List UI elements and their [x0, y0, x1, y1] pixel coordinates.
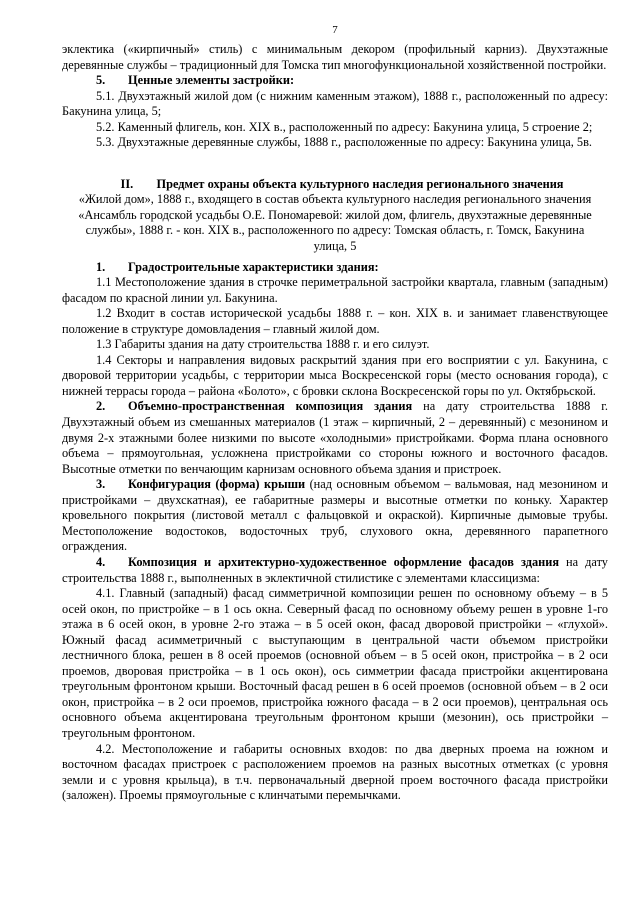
- list-item: 1.3 Габариты здания на дату строительства 1888 г. и его силуэт.: [96, 337, 430, 352]
- heading-number: 5.: [96, 73, 106, 88]
- page-number: 7: [332, 24, 338, 36]
- heading-number: 3.: [96, 477, 106, 492]
- paragraph-intro: эклектика («кирпичный» стиль) с минимальным декором (профильный карниз). Двухэтажные деревянные службы – традиционный для Томска тип многофункциональной хозяйственной постройки.: [62, 42, 608, 72]
- paragraph-facade-composition: [62, 555, 608, 586]
- heading-valuable-elements: [62, 73, 608, 89]
- heading-urban-planning: [62, 260, 608, 276]
- section-number: II.: [120, 176, 134, 191]
- list-item: 1.2 Входит в состав исторической усадьбы 1888 г. – кон. XIX в. и занимает главенствующее положение в структуре домовладения – главный жилой дом.: [62, 306, 608, 336]
- heading-title: Ценные элементы застройки:: [128, 73, 295, 88]
- heading-title: Объемно-пространственная композиция здания: [128, 399, 413, 414]
- list-item: 4.2. Местоположение и габариты основных входов: по два дверных проема на южном и восточном фасадах пристроек с расположением проемов на разных высотных отметках (с уровня земли и с уровня крыльца), в т.ч. первоначальный дверной проем восточного фасада пристройки (заложен). Проемы прямоугольные с клинчатыми перемычками.: [62, 741, 608, 803]
- list-item: 5.3. Двухэтажные деревянные службы, 1888 г., расположенные по адресу: Бакунина улица, 5в.: [96, 135, 592, 150]
- list-item: 5.1. Двухэтажный жилой дом (с нижним каменным этажом), 1888 г., расположенный по адресу: Бакунина улица, 5;: [62, 88, 608, 119]
- heading-number: 1.: [96, 259, 106, 274]
- section-title-text: Предмет охраны объекта культурного наследия регионального значения: [156, 176, 564, 191]
- list-item: 5.2. Каменный флигель, кон. XIX в., расположенный по адресу: Бакунина улица, 5 строение 2;: [96, 119, 593, 134]
- list-item: 1.1 Местоположение здания в строчке периметральной застройки квартала, главным (западным) фасадом по красной линии ул. Бакунина.: [62, 275, 608, 305]
- list-item: 1.4 Секторы и направления видовых раскрытий здания при его восприятии с ул. Бакунина, с дворовой территории усадьбы, с территории мыса Воскресенской горы (место основания города), с нижней террасы города – района «Болото», с бровки склона Воскресенской горы по ул. Октябрьской.: [62, 352, 608, 398]
- section-subtitle: «Жилой дом», 1888 г., входящего в состав объекта культурного наследия регионального значения «Ансамбль городской усадьбы О.Е. Пономаревой: жилой дом, флигель, двухэтажные деревянные службы», 1888 г. - кон. XIX в., расположенного по адресу: Томская область, г. Томск, Бакунина улица, 5: [78, 192, 592, 254]
- paragraph-text: на дату строительства 1888 г., выполненных в эклектичной стилистике с элементами классицизма:: [62, 554, 608, 585]
- heading-number: 4.: [96, 554, 106, 569]
- heading-title: Композиция и архитектурно-художественное оформление фасадов здания: [128, 554, 560, 569]
- heading-title: Конфигурация (форма) крыши: [128, 477, 306, 492]
- document-body: [62, 42, 608, 804]
- heading-number: 2.: [96, 399, 106, 414]
- paragraph-volume-composition: [62, 399, 608, 477]
- section-title: [62, 177, 608, 193]
- paragraph-roof-configuration: [62, 477, 608, 555]
- heading-title: Градостроительные характеристики здания:: [128, 259, 379, 274]
- paragraph-text: (над основным объемом – вальмовая, над мезонином и пристройками – двухскатная), ее габаритные размеры и высотные отметки по коньку. Характер кровельного покрытия (листовой металл с фальцовкой и окраской). Кирпичные дымовые трубы. Местоположение водостоков, водосточных труб, слухового окна, деревянного парапетного ограждения.: [62, 477, 608, 554]
- list-item: 4.1. Главный (западный) фасад симметричной композиции решен по основному объему – в 5 осей окон, по пристройке – в 1 ось окна. Северный фасад по основному объему решен в уровне 1-го этажа в 6 осей окон, в уровне 2-го этажа – в 5 осей окон, фасад дворовой пристройки – «глухой». Южный фасад асимметричный с выступающим в центральной части объемом пристройки лестничного блока, решен в 8 осей проемов (основной объем – в 5 осей окон, пристройка – в 2 оси проемов, дворовая пристройка – в 1 ось окон), ось симметрии фасада пристройки акцентирована треугольным фронтоном крыши. Восточный фасад решен в 6 осей проемов (основной объем – в 2 оси окон, пристройка – в 2 оси проемов, пристройка южного фасада – в 2 оси проемов), центральная ось основного объема акцентирована треугольным фронтоном крыши (мезонин), ось пристройки – треугольным фронтоном.: [62, 586, 608, 740]
- paragraph-text: на дату строительства 1888 г. Двухэтажный объем из смешанных материалов (1 этаж – кирпичный, 2 – деревянный) с мезонином и двумя 2-х этажными более низкими по высоте «холодными» пристройками. Форма плана основного объема – прямоугольная, усложнена пристройками со стороны южного и восточного фасадов. Высотные отметки по венчающим карнизам основного объема здания и пристроек.: [62, 399, 608, 476]
